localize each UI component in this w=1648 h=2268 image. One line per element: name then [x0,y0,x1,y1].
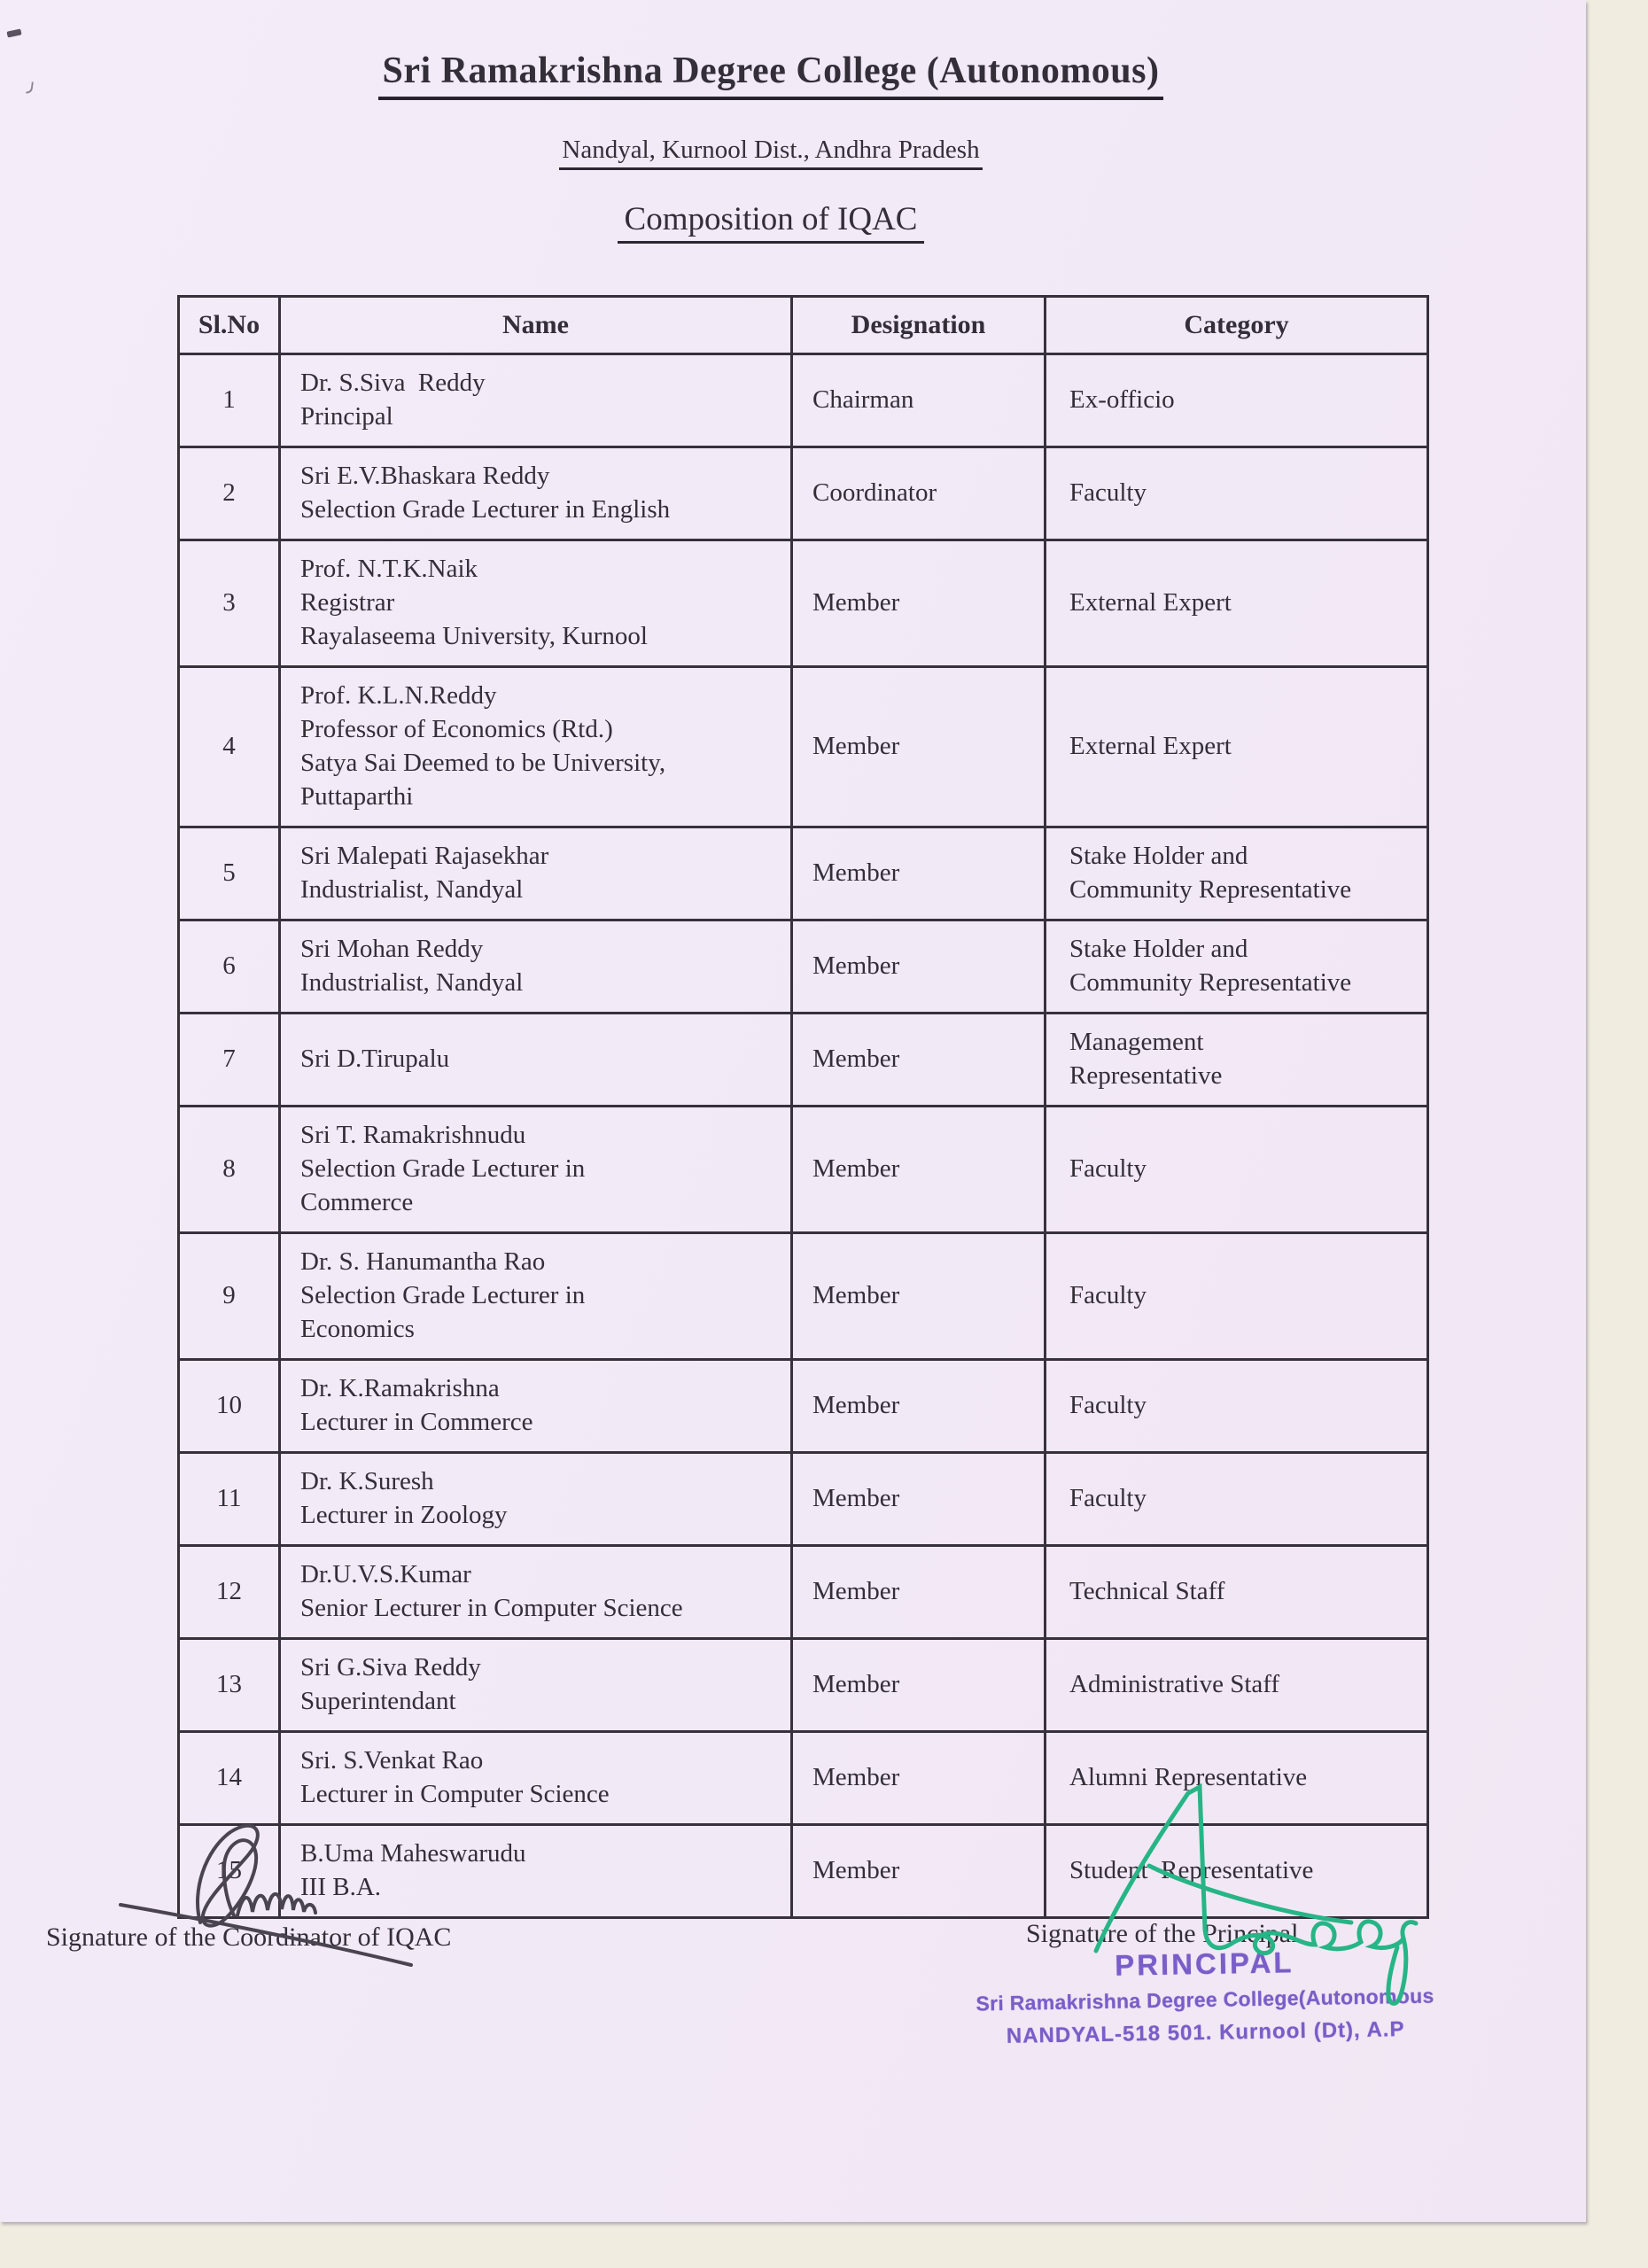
table-row [179,1453,1428,1546]
table-row [179,1107,1428,1233]
row-name [280,354,792,447]
row-name-line: Lecturer in Computer Science [300,1780,610,1808]
row-name [280,1732,792,1825]
row-category [1046,1639,1428,1732]
row-name-line: B.Uma Maheswarudu [300,1839,526,1868]
row-category-line: Ex-officio [1069,385,1175,414]
row-name-line: Prof. K.L.N.Reddy [300,681,497,710]
row-category-line: Faculty [1069,1154,1147,1183]
row-serial: 1 [179,354,280,447]
stamp-line: NANDYAL-518 501. Kurnool (Dt), A.P [1006,2017,1405,2048]
row-category [1046,1107,1428,1233]
row-name-line: Puttaparthi [300,782,414,811]
page-heading-text: Composition of IQAC [618,200,925,244]
row-category [1046,1360,1428,1453]
row-designation: Member [792,827,1046,920]
row-category [1046,540,1428,667]
row-name-line: Sri G.Siva Reddy [300,1653,481,1682]
row-name-line: Industrialist, Nandyal [300,968,524,997]
row-designation: Member [792,920,1046,1014]
row-name [280,1453,792,1546]
row-name [280,920,792,1014]
table-header-row [179,297,1428,354]
row-name-line: Economics [300,1315,415,1343]
row-name-line: Dr. K.Ramakrishna [300,1374,500,1402]
row-serial: 7 [179,1014,280,1107]
row-name-line: Selection Grade Lecturer in [300,1154,586,1183]
row-name-line: Dr.U.V.S.Kumar [300,1560,471,1588]
row-category [1046,1233,1428,1360]
table-row [179,354,1428,447]
row-category-line: Stake Holder and [1069,935,1248,963]
row-category-line: Student Representative [1069,1856,1314,1884]
row-name-line: III B.A. [300,1873,382,1901]
row-name [280,827,792,920]
column-header-slno: Sl.No [179,297,280,354]
row-category-line: Alumni Representative [1069,1763,1308,1791]
page-heading [0,200,1542,244]
row-serial: 11 [179,1453,280,1546]
row-name-line: Dr. K.Suresh [300,1467,434,1495]
row-name-line: Commerce [300,1188,414,1216]
row-name-line: Dr. S. Hanumantha Rao [300,1247,546,1276]
row-name-line: Sri. S.Venkat Rao [300,1746,484,1775]
row-designation: Member [792,540,1046,667]
row-category [1046,1453,1428,1546]
row-name-line: Sri T. Ramakrishnudu [300,1121,526,1149]
row-designation: Member [792,1825,1046,1918]
row-category-line: Community Representative [1069,875,1352,904]
row-designation: Member [792,1732,1046,1825]
table-row [179,1360,1428,1453]
row-category [1046,354,1428,447]
principal-signature-label: Signature of the Principal [1026,1919,1299,1948]
column-header-designation: Designation [792,297,1046,354]
row-category-line: Technical Staff [1069,1577,1225,1605]
row-name-line: Sri Malepati Rajasekhar [300,842,549,870]
row-category-line: Faculty [1069,478,1147,507]
row-serial: 13 [179,1639,280,1732]
row-name [280,1360,792,1453]
row-category [1046,1014,1428,1107]
row-category-line: Representative [1069,1061,1223,1090]
stamp-line: PRINCIPAL [1114,1946,1294,1982]
table-row [179,1233,1428,1360]
page-subtitle-text: Nandyal, Kurnool Dist., Andhra Pradesh [559,136,982,170]
row-serial: 14 [179,1732,280,1825]
row-category-line: Management [1069,1028,1204,1056]
row-designation: Member [792,1107,1046,1233]
row-category [1046,1546,1428,1639]
row-name-line: Industrialist, Nandyal [300,875,524,904]
row-category-line: Community Representative [1069,968,1352,997]
row-name-line: Registrar [300,588,395,617]
table-row [179,1639,1428,1732]
row-designation: Member [792,1233,1046,1360]
row-designation: Member [792,1014,1046,1107]
row-designation: Member [792,1639,1046,1732]
row-name [280,1014,792,1107]
row-category [1046,827,1428,920]
row-name-line: Satya Sai Deemed to be University, [300,749,666,777]
row-serial: 9 [179,1233,280,1360]
row-serial: 4 [179,667,280,827]
row-serial: 5 [179,827,280,920]
row-serial: 15 [179,1825,280,1918]
table-row [179,1014,1428,1107]
row-serial: 2 [179,447,280,540]
row-designation: Chairman [792,354,1046,447]
row-designation: Coordinator [792,447,1046,540]
table-row [179,540,1428,667]
row-serial: 8 [179,1107,280,1233]
row-serial: 3 [179,540,280,667]
row-name [280,1546,792,1639]
row-designation: Member [792,1453,1046,1546]
row-name-line: Selection Grade Lecturer in [300,1281,586,1309]
coordinator-signature-scribble [113,1818,424,1973]
principal-signature-scribble [1050,1781,1422,2011]
row-designation: Member [792,1360,1046,1453]
row-designation: Member [792,667,1046,827]
row-name-line: Prof. N.T.K.Naik [300,555,478,583]
row-category [1046,667,1428,827]
row-name-line: Rayalaseema University, Kurnool [300,622,648,650]
row-name-line: Lecturer in Commerce [300,1408,533,1436]
coordinator-signature-label: Signature of the Coordinator of IQAC [46,1922,452,1952]
row-name-line: Lecturer in Zoology [300,1501,508,1529]
row-category-line: Faculty [1069,1281,1147,1309]
column-header-name: Name [280,297,792,354]
stamp-line: Sri Ramakrishna Degree College(Autonomous [976,1984,1434,2016]
table-row [179,1546,1428,1639]
row-name-line: Senior Lecturer in Computer Science [300,1594,683,1622]
page-title: Sri Ramakrishna Degree College (Autonomous) [378,50,1162,100]
row-name [280,667,792,827]
table-row [179,827,1428,920]
iqac-composition-table [177,295,1429,1919]
row-name-line: Selection Grade Lecturer in English [300,495,671,524]
row-serial: 6 [179,920,280,1014]
row-name-line: Superintendant [300,1687,456,1715]
row-designation: Member [792,1546,1046,1639]
row-category-line: External Expert [1069,588,1232,617]
row-name-line: Principal [300,402,393,431]
page-subtitle [0,136,1542,170]
row-category-line: Stake Holder and [1069,842,1248,870]
iqac-table-body [179,354,1428,1918]
row-name [280,1639,792,1732]
row-category-line: Administrative Staff [1069,1670,1280,1698]
row-name [280,1233,792,1360]
row-category-line: Faculty [1069,1391,1147,1419]
column-header-category: Category [1046,297,1428,354]
row-name-line: Sri E.V.Bhaskara Reddy [300,462,550,490]
row-serial: 12 [179,1546,280,1639]
table-row [179,667,1428,827]
row-name-line: Dr. S.Siva Reddy [300,369,486,397]
row-name [280,447,792,540]
row-name [280,1107,792,1233]
row-category-line: External Expert [1069,732,1232,760]
row-name [280,540,792,667]
row-name-line: Professor of Economics (Rtd.) [300,715,613,743]
row-category-line: Faculty [1069,1484,1147,1512]
row-category [1046,447,1428,540]
document-header [0,0,1542,244]
row-serial: 10 [179,1360,280,1453]
table-row [179,920,1428,1014]
row-name-line: Sri Mohan Reddy [300,935,484,963]
table-row [179,447,1428,540]
row-category [1046,920,1428,1014]
row-name-line: Sri D.Tirupalu [300,1045,450,1073]
